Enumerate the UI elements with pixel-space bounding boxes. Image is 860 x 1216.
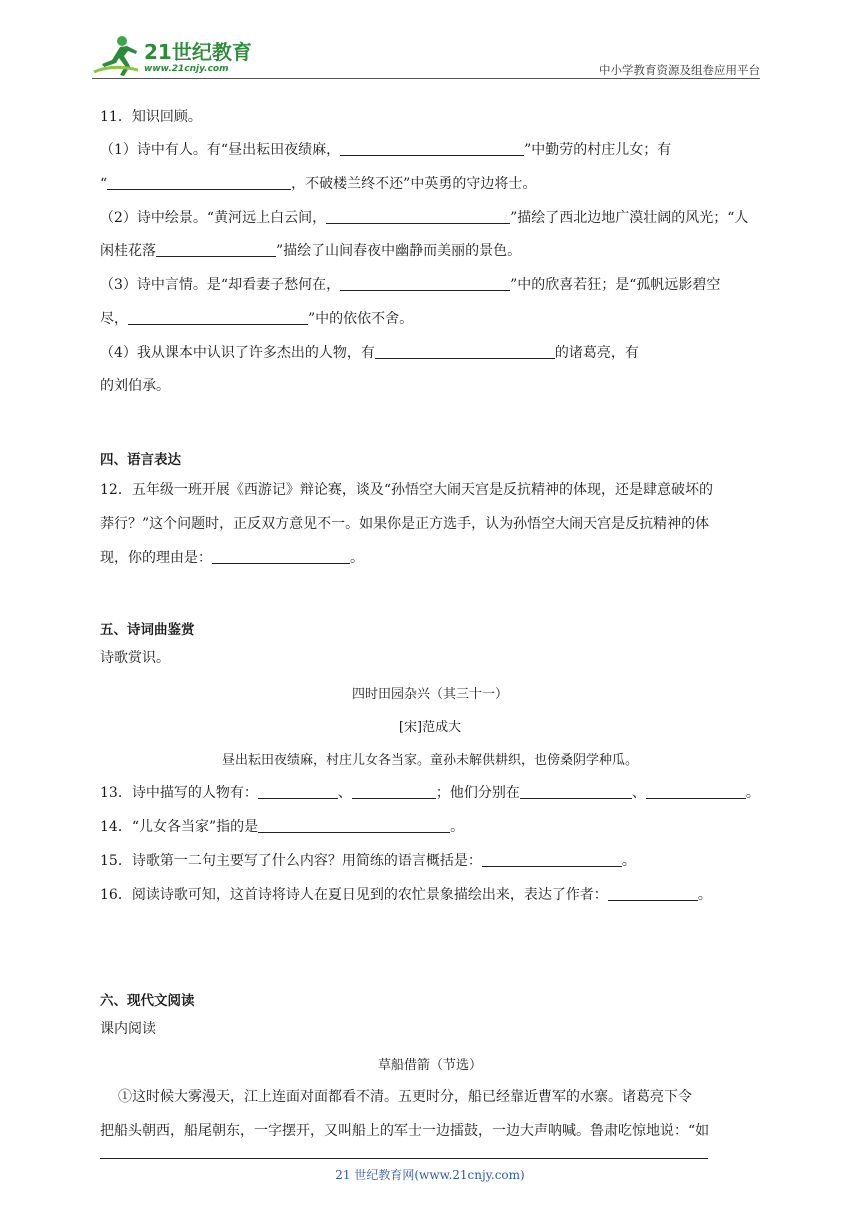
q11-part4-line1	[100, 344, 639, 362]
q11-part4-line2: 的刘伯承。	[100, 378, 170, 394]
text: 。	[350, 550, 364, 566]
text: 。	[450, 819, 465, 835]
text: 、	[631, 785, 646, 801]
section5-heading: 五、诗词曲鉴赏	[100, 622, 195, 638]
q12-line2: 莽行？”这个问题时，正反双方意见不一。如果你是正方选手，认为孙悟空大闹天宫是反抗精神的体	[100, 516, 710, 532]
poem-author: [宋]范成大	[398, 720, 462, 735]
q12-line1: 12．五年级一班开展《西游记》辩论赛，谈及“孙悟空大闹天宫是反抗精神的体现，还是肆意破坏的	[100, 482, 713, 498]
answer-blank[interactable]	[128, 310, 308, 325]
q11-part2-line1	[100, 209, 748, 227]
text: （2）诗中绘景。“黄河远上白云间，	[100, 210, 327, 226]
answer-blank[interactable]	[340, 141, 524, 156]
text: （4）我从课本中认识了许多杰出的人物，有	[100, 345, 375, 361]
answer-blank[interactable]	[258, 818, 450, 833]
passage-line1: ①这时候大雾漫天，江上连面对面都看不清。五更时分，船已经靠近曹军的水寨。诸葛亮下令	[118, 1089, 692, 1105]
text: 尽，	[100, 311, 128, 327]
footer-divider	[100, 1158, 708, 1159]
text: 14．“儿女各当家”指的是	[100, 819, 259, 835]
answer-blank[interactable]	[258, 784, 338, 799]
q11-part1-line2	[100, 175, 536, 193]
answer-blank[interactable]	[375, 344, 555, 359]
answer-blank[interactable]	[340, 276, 510, 291]
text: “	[100, 176, 108, 192]
logo-url: www.21cnjy.com	[144, 64, 229, 74]
passage-title: 草船借箭（节选）	[377, 1058, 482, 1073]
answer-blank[interactable]	[608, 886, 698, 901]
header-divider	[92, 78, 760, 79]
passage-line2: 把船头朝西，船尾朝东，一字摆开，又叫船上的军士一边擂鼓，一边大声呐喊。鲁肃吃惊地说：“如	[100, 1123, 710, 1139]
text: ，不破楼兰终不还”中英勇的守边将士。	[291, 176, 537, 192]
section4-heading: 四、语言表达	[100, 452, 181, 468]
q11-title: 11．知识回顾。	[100, 109, 202, 125]
text: 。	[745, 785, 760, 801]
q11-part1-line1	[100, 141, 671, 159]
text: 、	[337, 785, 352, 801]
text: （3）诗中言情。是“却看妻子愁何在，	[100, 277, 341, 293]
text: ”描绘了山间春夜中幽静而美丽的景色。	[276, 243, 522, 259]
logo-text: 21世纪教育	[144, 40, 252, 64]
section5-intro: 诗歌赏识。	[100, 650, 170, 666]
text: （1）诗中有人。有“昼出耘田夜绩麻，	[100, 142, 341, 158]
text: 13．诗中描写的人物有：	[100, 785, 258, 801]
q13	[100, 784, 760, 802]
poem-text: 昼出耘田夜绩麻，村庄儿女各当家。童孙未解供耕织，也傍桑阴学种瓜。	[221, 753, 638, 768]
answer-blank[interactable]	[326, 209, 510, 224]
q11-part3-line2	[100, 310, 413, 328]
poem-title: 四时田园杂兴（其三十一）	[351, 687, 508, 702]
answer-blank[interactable]	[212, 549, 350, 564]
text: 闲桂花落	[100, 243, 156, 259]
text: 的诸葛亮，有	[554, 345, 639, 361]
text: ”中的欣喜若狂；是“孤帆远影碧空	[510, 277, 721, 293]
q16	[100, 886, 712, 904]
q11-part3-line1	[100, 276, 720, 294]
text: ”描绘了西北边地广漠壮阔的风光；“人	[510, 210, 749, 226]
q12-line3	[100, 549, 364, 567]
q15	[100, 852, 636, 870]
section6-intro: 课内阅读	[100, 1021, 156, 1037]
footer-link[interactable]: 21 世纪教育网(www.21cnjy.com)	[335, 1168, 525, 1182]
text: ；他们分别在	[435, 785, 520, 801]
section6-heading: 六、现代文阅读	[100, 993, 195, 1009]
answer-blank[interactable]	[156, 242, 276, 257]
site-logo	[92, 34, 262, 80]
text: ”中的依依不舍。	[308, 311, 414, 327]
answer-blank[interactable]	[352, 784, 436, 799]
text: 。	[697, 887, 712, 903]
text: 。	[621, 853, 636, 869]
platform-name: 中小学教育资源及组卷应用平台	[599, 63, 760, 77]
text: ”中勤劳的村庄儿女；有	[524, 142, 672, 158]
answer-blank[interactable]	[482, 852, 622, 867]
answer-blank[interactable]	[646, 784, 746, 799]
text: 现，你的理由是：	[100, 550, 212, 566]
answer-blank[interactable]	[520, 784, 632, 799]
q11-part2-line2	[100, 242, 521, 260]
answer-blank[interactable]	[107, 175, 291, 190]
runner-logo-icon	[92, 34, 142, 78]
q14	[100, 818, 464, 836]
text: 16．阅读诗歌可知，这首诗将诗人在夏日见到的农忙景象描绘出来，表达了作者：	[100, 887, 608, 903]
text: 15．诗歌第一二句主要写了什么内容？用简练的语言概括是：	[100, 853, 482, 869]
